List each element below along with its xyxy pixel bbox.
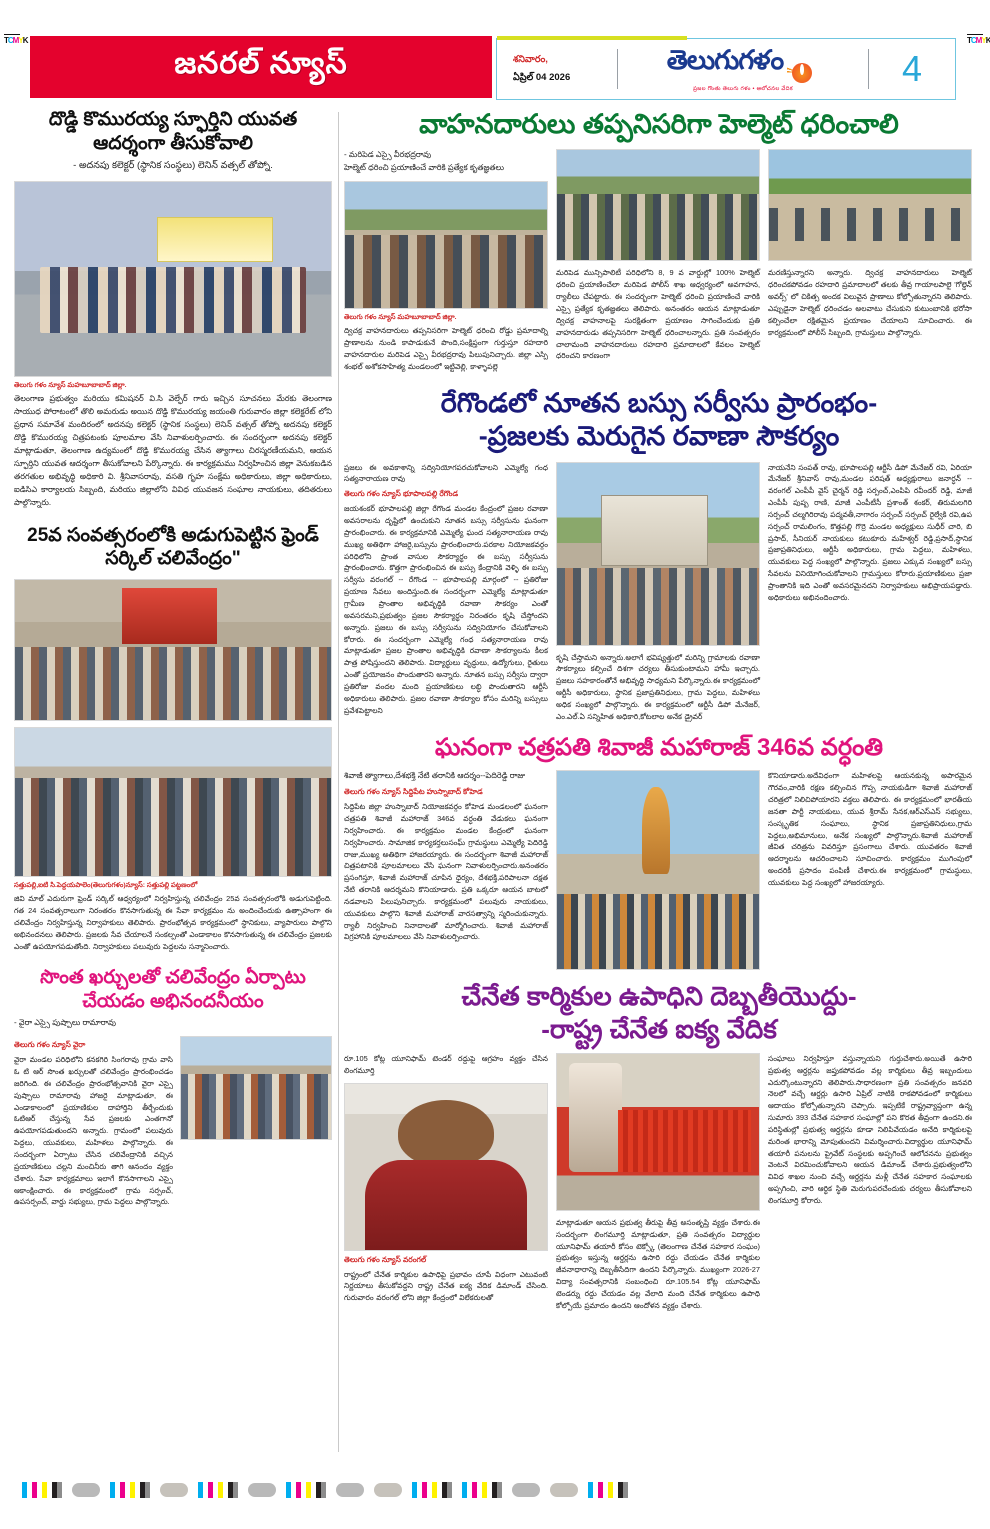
section-flag [30, 36, 492, 98]
main-column [344, 108, 974, 1312]
left-column [14, 108, 332, 1208]
cmyk-patch-group [22, 1482, 62, 1498]
shivaji-body-left: సిద్దిపేట జిల్లా హుస్నాబాద్ నియోజకవర్గం కోహెడ మండలంలో ఘనంగా చత్రపతి శివాజీ మహారాజ్ 346వ వర్ధంతి వేడుకలు ఘనంగా నిర్వహించారు. ఈ కార్యక్రమం మండల కేంద్రంలో ఘనంగా నిర్వహించారు. సామాజిక కార్యకర్తలుసంఘ్ గ్రామస్థులు ఎమ్మెల్యే పెదిరెడ్డి రాజు,ముఖ్య అతిథిగా హాజరయ్యారు. ఈ సందర్భంగా శివాజీ మహారాజ్ చిత్రపటానికి పూలమాలలు వేసి ఘనంగా నివాళులర్పించారు.అనంతరం ప్రసంగిస్తూ, శివాజీ మహారాజ్ చూపిన ధైర్యం, దేశభక్తి,పరిపాలనా దక్షత నేటి తరానికి ఆదర్శమని కొనియాడారు. ప్రతి ఒక్కరూ ఆయన బాటలో నడవాలని పిలుపునిచ్చారు. కార్యక్రమంలో పలువురు నాయకులు, యువకులు పాల్గొని శివాజీ మహారాజ్ వారసత్వాన్ని స్మరించుకున్నారు. ర్యాలీ నిర్వహించి నినాదాలతో మార్మోగించారు. శివాజీ మహారాజ్ విగ్రహానికి పూలమాలలు వేసి నివాళులర్పించారు. [344, 802, 548, 942]
article-handloom-workers [344, 980, 974, 1311]
handloom-body-mid: మాట్లాడుతూ ఆయన ప్రభుత్వ తీరుపై తీవ్ర అసంతృప్తి వ్యక్తం చేశారు.ఈ సందర్భంగా లింగమూర్తి మాట్లాడుతూ, ప్రతి సంవత్సరం విద్యార్థుల యూనిఫామ్ తయారీ కోసం టెక్స్కో (తెలంగాణ చేనేత సహకార సంఘం) ప్రభుత్వం ఇస్తున్న ఆర్డర్లను ఉసారి రద్దు చేయడం చేనేత కార్మికుల జీవనాధారాన్ని దెబ్బతీసేదిగా ఉందని పేర్కొన్నారు. ముఖ్యంగా 2026-27 విద్యా సంవత్సరానికి సంబంధించి రూ.105.54 కోట్ల యూనిఫామ్ టెండర్ను రద్దు చేయడం వల్ల వేలాది మంది చేనేత కార్మికులు ఉపాధి కోల్పోయే ప్రమాదం ఉందని ఆందోళన వ్యక్తం చేశారు. [556, 1217, 760, 1310]
registration-mark-left: TCMYK [4, 36, 28, 45]
article2-caption: సత్తుపల్లి,ఐటి సి.పెద్దయపాలెం(తెలుగుగళం)న్యూస్: సత్తుపల్లి పట్టణంలో [14, 881, 198, 889]
column-rule [338, 112, 339, 1452]
shivaji-body-right: కొనియాడారు.అదేవిధంగా మహిళలపై ఆయనకున్న అపారమైన గౌరవం,వారికి రక్షణ కల్పించిన గొప్ప నాయకుడిగా శివాజీ మహారాజ్ చరిత్రలో నిలిచిపోయారని వక్తలు తెలిపారు. ఈ కార్యక్రమంలో భారతీయ జనతా పార్టీ నాయకులు, యువ శ్రీరామ్ సేనక,ఆర్ఎస్ఎస్ సభ్యులు, సంస్కృతిక సంఘాలు, స్థానిక ప్రజాప్రతినిధులు,గ్రామ పెద్దలు,అభిమానులు, అనేక సంఖ్యలో పాల్గొన్నారు.శివాజీ మహారాజ్ జీవిత చరిత్రను వివరిస్తూ ప్రసంగాలు చేశారు. యువతరం శివాజీ ఆదర్శాలను ఆచరించాలని సూచించారు. కార్యక్రమం ముగింపులో అందరికీ ప్రసాదం పంపిణీ చేశారు.ఈ కార్యక్రమంలో గ్రామస్థులు, యువకులు పెద్ద సంఖ్యలో హాజరయ్యారు. [768, 771, 972, 887]
article3-credit: - వైరా ఎస్సై పుష్పాలు రామారావు [14, 1018, 117, 1028]
masthead-box [496, 38, 956, 100]
handloom-headline-2: -రాష్ట్ర చేనేత ఐక్య వేదిక [541, 1013, 777, 1044]
article1-body: తెలంగాణ ప్రభుత్వం మరియు కమిషనర్ వి.సి వెల్ఫేర్ గారు ఇచ్చిన సూచనలు మేరకు తెలంగాణ సాయుధ పోరాటంలో తొలి అమరుడు అయిన దొడ్డి కొమురయ్య జయంతి గురువారం జిల్లా కలెక్టరేట్ లోని ప్రధాన సమావేశ మందిరంలో అదనపు కలెక్టర్ (స్థానిక సంస్థలు) లెనిన్ వత్సల్ తోప్నో అదనపు కలెక్టర్ దొడ్డి కొమురయ్య చిత్రపటంకు పూలమాల వేసి నివాళులర్పించారు. ఈ సందర్భంగా అదనపు కలెక్టర్ మాట్లాడుతూ, తెలంగాణ ఉద్యమంలో దొడ్డి కొమురయ్య చేసిన త్యాగాలు చిరస్మరణీయమని, ఆయన స్ఫూర్తిని యువత ఆదర్శంగా తీసుకోవాలని పేర్కొన్నారు. ఈ కార్యక్రమము నిర్వహించిన జిల్లా వెనుకబడిన తరగతుల అభివృద్ధి అధికారి వి. శ్రీనివాసరావు, వసతి గృహ సంక్షేమ అధికారులు, జిల్లా అధికారులు, ఐడిసిఎ కార్యాలయ సిబ్బంది, మరియు జిల్లాలోని వివిధ యువజన సంఘాల నాయకులు, తదితరులు పాల్గొన్నారు. [14, 394, 332, 507]
handloom-weaving-photo [556, 1053, 760, 1211]
gray-patch [550, 1483, 578, 1497]
handloom-credit: రూ.105 కోట్ల యూనిఫామ్ టెండర్ రద్దుపై ఆగ్రహం వ్యక్తం చేసిన లింగమూర్తి [344, 1053, 548, 1075]
newspaper-logo [618, 45, 868, 93]
sunrise-icon [785, 57, 819, 83]
registration-mark-right: TCMYK [967, 36, 990, 45]
section-title: జనరల్ న్యూస్ [174, 46, 348, 80]
article-self-funded-chalivendram [14, 966, 332, 1208]
gray-patch [72, 1483, 100, 1497]
article1-caption: తెలుగు గళం న్యూస్ మహబూబాబాద్ జిల్లా. [14, 382, 127, 390]
date-weekday: శనివారం, [513, 53, 548, 65]
cmyk-patch-group [198, 1482, 238, 1498]
handloom-body-left: రాష్ట్రంలో చేనేత కార్మికుల ఉపాధిపై ప్రభావం చూపే విధంగా ఎటువంటి నిర్ణయాలు తీసుకోవద్దని రాష్ట్ర చేనేత ఐక్య వేదిక డిమాండ్ చేసింది. గురువారం వరంగల్ లోని జిల్లా కేంద్రంలో విలేకరులతో [344, 1269, 548, 1303]
gray-patch [336, 1483, 364, 1497]
article-helmet-awareness [344, 108, 974, 373]
article-friend-circle [14, 524, 332, 953]
helmet-body-mid: మరిపెడ మున్సిపాలిటీ పరిధిలోని 8, 9 వ వార్డుల్లో 100% హెల్మెట్ ధరించి ప్రయాణించేలా మరిపెడ పోలీస్ శాఖ ఆధ్వర్యంలో అవగాహన, ర్యాలీలు చేపట్టారు. ఈ సందర్భంగా హెల్మెట్ ధరించి ప్రయాణించే వారికి ఎస్సై ప్రత్యేక కృతజ్ఞతలు తెలిపారు. అనంతరం ఆయన మాట్లాడుతూ ద్విచక్ర వాహనాలపై సురక్షితంగా ప్రయాణం సాగించేందుకు ప్రతి వాహనదారుడు తప్పనిసరిగా హెల్మెట్ ధరించాలన్నారు. ప్రతి సంవత్సరం చాలామంది వాహనదారులు రహదారి ప్రమాదాలలో కేవలం హెల్మెట్ ధరించని కారణంగా [556, 268, 760, 361]
article1-credit: - అదనపు కలెక్టర్ (స్థానిక సంస్థలు) లెనిన్ వత్సల్ తోప్నో. [73, 160, 273, 172]
masthead [0, 36, 990, 102]
publication-date [497, 51, 617, 87]
shivaji-credit: శివాజీ త్యాగాలు,దేశభక్తి నేటి తరానికి ఆదర్శం--పెదిరెడ్డి రాజు [344, 771, 525, 781]
handloom-body-right: సంఘాలు నిర్వహిస్తూ వస్తున్నాయని గుర్తుచేశారు.అయితే ఉసారి ప్రభుత్వ ఆర్డర్లను జప్తుకపోవడం వల్ల కార్మికులు తీవ్ర ఇబ్బందులు ఎదుర్కొంటున్నారని తెలిపారు.సాధారణంగా ప్రతి సంవత్సరం జనవరి నెలలో వచ్చే ఆర్డర్లు ఉసారి ఏప్రిల్ నాటికి రాకపోవడంలో కార్మికులు ఆదాయం కోల్పోతున్నారని చెప్పారు. ఇప్పటికే రాష్ట్రవ్యాప్తంగా ఉన్న సుమారు 393 చేనేత సహకార సంఘాల్లో పని కొరత తీవ్రంగా ఉందని.ఈ పరిస్థితుల్లో ప్రభుత్వ ఆర్డర్లను కూడా నిలిపివేయడం అనేది కార్మికులపై మరింత భారాన్ని మోపుతుందని విమర్శించారు.విద్యార్థుల యూనిఫామ్ తయారీ పనులను ప్రైవేట్ సంస్థలకు అప్పగించే ఆలోచనను ప్రభుత్వం వెంటనే విరమించుకోవాలని ఆయన డిమాండ్ చేశారు.ప్రభుత్వంలోని వివిధ శాఖల నుంచి వచ్చే ఆర్డర్లను మళ్లీ చేనేత సహకార సంఘాలకు అప్పగించి, వారి ఆర్థిక స్థితి మెరుగుపరచేందుకు చర్యలు తీసుకోవాలని లింగమూర్తి కోరారు. [768, 1053, 972, 1205]
article-bus-service [344, 387, 974, 723]
date-full: ఏప్రిల్ 04 2026 [513, 72, 571, 83]
helmet-distribution-photo [344, 181, 548, 309]
article-shivaji-anniversary [344, 733, 974, 971]
chalivendram-village-photo [180, 1036, 332, 1140]
gray-patch [160, 1483, 188, 1497]
helmet-caption-left: తెలుగు గళం న్యూస్ మహబూబాబాద్ జిల్లా. [344, 314, 457, 322]
helmet-credit-1: - మరిపెడ ఎస్సై వీరభద్రరావు [344, 150, 432, 160]
article2-headline: 25వ సంవత్సరంలోకి అడుగుపెట్టిన ఫ్రెండ్ సర్కిల్ చలివేంద్రం" [27, 524, 319, 570]
gray-patch [512, 1483, 540, 1497]
helmet-headline: వాహ‌న‌దారులు త‌ప్ప‌నిస‌రిగా హెల్మెట్ ధ‌రించాలి [419, 109, 899, 139]
page-number: 4 [901, 48, 923, 89]
friend-circle-photo [14, 579, 332, 721]
chalivendram-stall-photo [14, 727, 332, 877]
handloom-headline-1: చేనేత కార్మికుల ఉపాధిని దెబ్బతీయొద్దు- [461, 981, 857, 1012]
handloom-byline: తెలుగు గళం న్యూస్ వరంగల్ [344, 1254, 427, 1264]
police-bike-check-photo [556, 149, 760, 261]
cmyk-patch-group [588, 1482, 628, 1498]
bus-headline-2: -ప్రజలకు మెరుగైన రవాణా సౌకర్యం [478, 421, 840, 452]
article2-body: జివి మాల్ ఎదురుగా ఫ్రెండ్ సర్కిల్ ఆధ్వర్యంలో నిర్వహిస్తున్న చలివేంద్రం 25వ సంవత్సరంలోకి అడుగుపెట్టింది. గత 24 సంవత్సరాలుగా నిరంతరం కొనసాగుతున్న ఈ సేవా కార్యక్రమం ను అందించేందుకు ఉత్సాహంగా ఈ చలివేంద్రం నిర్వహిస్తున్న నిర్వాహకులు తెలిపారు. ప్రారంభోత్సవ కార్యక్రమంలో స్థానికులు, వ్యాపారులు పాల్గొని అభినందనలు తెలిపారు. ప్రజలకు సేవ చేయాలనే సంకల్పంతో ఎండాకాలం కొనసాగుతున్న ఈ చలివేంద్రం ప్రజలకు ఎంతో ఉపయోగపడుతోంది. నిర్వాహకులు పలువురు పెద్దలను సన్మానించారు. [14, 894, 332, 951]
police-rally-photo [768, 149, 972, 261]
bus-body-right: నాయనేని సంపత్ రావు, భూపాలపల్లి ఆర్టీసీ డిపో మేనేజర్ రవి, ఏరియా మేనేజర్ శ్రీనివాస్ రావు,మండల పరిషత్ అధ్యక్షురాలు జనార్ధన్ --వరంగల్ ఎంపీపీ వైస్ చైర్మన్ రెడ్డి సర్పంచ్,ఎంపిపి రవీందర్ రెడ్డి, మాజీ ఎంపీపీ పుష్ప రాణి, మాజీ ఎంపీటీసీ ప్రశాంత్ శంకర్, తిరుమలగిరి సర్పంచ్ చల్మగిరిరావు పద్మవతీ,నాగారం సర్పంచ్ సర్పంచ్ రైల్వేకి రవి,ఉప సర్పంచ్ రామలింగం, కొత్తపల్లి గొర్రె మండల అధ్యక్షులు సుధీర్ చారి, బి ప్రసాద్, సీనియర్ నాయకులు కటుకూరు మహేశ్వర్ రెడ్డి,ప్రసాద్,స్థానిక ప్రజాప్రతినిధులు, ఆర్టీసీ అధికారులు, గ్రామ పెద్దలు, మహిళలు, యువకులు పెద్ద సంఖ్యలో పాల్గొన్నారు. ప్రజలు ఎక్కువ సంఖ్యలో బస్సు సేవలను వినియోగించుకోవాలని గ్రామస్తులు కోరారు.ప్రయాణికులు ప్రజా ప్రాంతానికి ఇది ఎంతో అవసరమైనదని నిర్వాహకులు అభిప్రాయపడ్డారు. అధికారులు అభినందించారు. [768, 462, 972, 602]
article1-headline: దొడ్డి కొముర‌య్య స్ఫూర్తిని యువ‌త ఆద‌ర్శంగా తీసుకోవాలి [48, 109, 298, 154]
bus-byline: తెలుగు గళం న్యూస్ భూపాలపల్లి రేగొండ [344, 489, 459, 499]
gray-patch [248, 1483, 276, 1497]
cmyk-patch-group [462, 1482, 502, 1498]
article3-byline: తెలుగు గళం న్యూస్ వైరా [14, 1040, 86, 1050]
logo-tagline: ప్రజల గొంతు తెలుగు గళం • ఆలోచనల వేదిక [693, 86, 793, 92]
helmet-body-right: మరణిస్తున్నారని అన్నారు. ద్విచక్ర వాహనదారులు హెల్మెట్ ధరించకపోవడం రహదారి ప్రమాదాలలో తలకు తీవ్ర గాయాలపాలై 'గోల్డెన్ అవర్స్' లో చికిత్స అందక విలువైన ప్రాణాలు కోల్పోతున్నారని తెలిపారు. ఎప్పుడైనా హెల్మెట్ ధరించడం అలవాటు చేసుకుని కుటుంబానికి భరోసా కల్పించేలా రక్షితమైన ప్రయాణం చేయాలని సూచించారు. ఈ కార్యక్రమంలో పోలీస్ సిబ్బంది, గ్రామస్తులు పాల్గొన్నారు. [768, 268, 972, 337]
article3-body-intro: వైరా మండల పరిధిలోని కనకగిరి సింగరావు గ్రామ వాసి ఓ టి ఆర్ సొంత ఖర్చులతో చలివేంద్రం ప్రారంభించడం జరిగింది. ఈ చలివేంద్రం ప్రారంభోత్సవానికి వైరా ఎస్సై పుష్పాలు రామారావు హాజరై మాట్లాడుతూ, ఈ ఎండాకాలంలో ప్రయాణికుల దాహార్తిని తీర్చేందుకు ఓటిఆర్ చేస్తున్న సేవ ప్రజలకు ఎంతగానో ఉపయోగపడుతుందని అన్నారు. గ్రామంలో పలువురు పెద్దలు, యువకులు, మహిళలు పాల్గొన్నారు. ఈ సందర్భంగా ఏర్పాటు చేసిన చలివేంద్రానికి వచ్చిన ప్రయాణికులు చల్లని మంచినీరు తాగి ఆనందం వ్యక్తం చేశారు. సేవా కార్యక్రమాలు ఇలాగే కొనసాగాలని ఎస్సై ఆకాంక్షించారు. ఈ కార్యక్రమంలో గ్రామ సర్పంచ్, ఉపసర్పంచ్, వార్డు సభ్యులు, గ్రామ పెద్దలు పాల్గొన్నారు. [14, 1055, 173, 1207]
bus-credit: ప్రజలు ఈ అవకాశాన్ని సద్వినియోగపరచుకోవాలని ఎమ్మెల్యే గంధ సత్యనారాయణ రావు [344, 462, 548, 484]
logo-wordmark: తెలుగుగళం [666, 45, 784, 75]
shivaji-statue-procession-photo [556, 770, 760, 970]
color-registration-strip [0, 1478, 987, 1502]
helmet-body-left: ద్విచక్ర వాహనదారులు తప్పనిసరిగా హెల్మెట్ ధరించి రోడ్డు ప్రమాదాల్ని ప్రాణాలను నుండి కాపాడుకునే పొంది,సంక్షిప్తంగా గుర్తుస్తూ రహదారి వాహనదారుల మరిపెడ ఎస్సై వీరభద్రరావు పిలుపునిచ్చారు. జిల్లా ఎస్పి శంభల్ అశోకసాహిత్య మండలంలో ఇట్టివెల్లి, కాళ్ళాపల్లె [344, 326, 548, 371]
bus-body-left: జయశంకర్ భూపాలపల్లి జిల్లా రేగొండ మండల కేంద్రంలో ప్రజల రవాణా అవసరాలను దృష్టిలో ఉంచుకుని నూతన బస్సు సర్వీసును ఘనంగా ప్రారంభించారు. ఈ కార్యక్రమానికి ఎమ్మెల్యే ఘంద సత్యనారాయణ రావు ముఖ్య అతిథిగా హాజరై,బస్సును ప్రారంభించారు.పరకాల నియోజకవర్గం పరిధిలోని ప్రాంత వాసుల సౌకర్యార్థం ఈ బస్సు సర్వీసును ప్రారంభించారు. కొత్తగా ప్రారంభించిన ఈ బస్సు కేంద్రానికి వెళ్ళి ఈ బస్సు సర్వీసు వరంగల్ -- రేగొండ -- భూపాలపల్లి మార్గంలో -- ప్రతిరోజు ప్రయాణ సేవలు అందిస్తుంది.ఈ సందర్భంగా ఎమ్మెల్యే మాట్లాడుతూ గ్రామీణ ప్రాంతాల అభివృద్ధికి రవాణా సౌకర్యం ఎంతో అవసరమని,ప్రభుత్వం ప్రజల సౌకర్యార్థం నిరంతరం కృషి చేస్తోందని అన్నారు. ప్రజలు ఈ బస్సు సర్వీసును సద్వినియోగం చేసుకోవాలని కోరారు. ఈ సందర్భంగా ఎమ్మెల్యే గంధ సత్యనారాయణ రావు మాట్లాడుతూ ప్రజల ప్రాంతాల అభివృద్ధికి రవాణా సౌకర్యాలను కీలక పాత్ర పోషిస్తుందని తెలిపారు. విద్యార్థులు వృద్ధులు, ఉద్యోగులు, రైతులు ఎంతో ప్రయోజనం పొందుతారని అన్నారు. నూతన బస్సు సర్వీసు ద్వారా ప్రతిరోజు వందల మంది ప్రయాణికులు లబ్ధి పొందుతారని ఆర్టీసీ అధికారులు తెలిపారు. ప్రజల రవాణా సౌకర్యాల కోసం మరిన్ని బస్సులు ప్రవేశపెట్టాలని [344, 504, 548, 715]
bus-body-mid: కృషి చేస్తామని అన్నారు.అలాగే భవిష్యత్తులో మరిన్ని గ్రామాలకు రవాణా సౌకర్యాలు కల్పించే దిశగా చర్యలు తీసుకుంటామని హామీ ఇచ్చారు. ప్రజలు సహకారంతోనే అభివృద్ధి సాధ్యమని పేర్కొన్నారు.ఈ కార్యక్రమంలో ఆర్టీసీ అధికారులు, స్థానిక ప్రజాప్రతినిధులు, గ్రామ పెద్దలు, మహిళలు అధిక సంఖ్యలో పాల్గొన్నారు. ఈ కార్యక్రమంలో ఆర్టీసీ డిపో మేనేజర్, ఎం.ఎల్.ఏ సన్నిహిత అధికారి,కోటలాల అనేక డ్రైవర్ [556, 652, 760, 721]
lingamurthy-portrait-photo [344, 1083, 548, 1251]
cmyk-patch-group [286, 1482, 326, 1498]
gray-patch [374, 1483, 402, 1497]
bus-headline-1: రేగొండలో నూతన బస్సు సర్వీసు ప్రారంభం- [440, 387, 878, 418]
tgsrtc-bus-launch-photo [556, 462, 760, 646]
meeting-hall-photo [14, 181, 332, 377]
cmyk-patch-group [110, 1482, 150, 1498]
article3-headline: సొంత ఖర్చులతో చలివేంద్రం ఏర్పాటు చేయడం అభినందనీయం [40, 967, 306, 1012]
cmyk-patch-group [412, 1482, 452, 1498]
article-doddi-komuraiah [14, 108, 332, 510]
helmet-credit-2: హెల్మెట్ ధరించి ప్రయాణించే వారికి ప్రత్యేక కృతజ్ఞతలు [344, 163, 504, 173]
shivaji-byline: తెలుగు గళం న్యూస్ సిద్దిపేట హుస్నాబాద్ కోహెడ [344, 787, 483, 797]
shivaji-headline: ఘనంగా చత్రపతి శివాజీ మహారాజ్ 346వ వర్ధంతి [434, 733, 884, 761]
